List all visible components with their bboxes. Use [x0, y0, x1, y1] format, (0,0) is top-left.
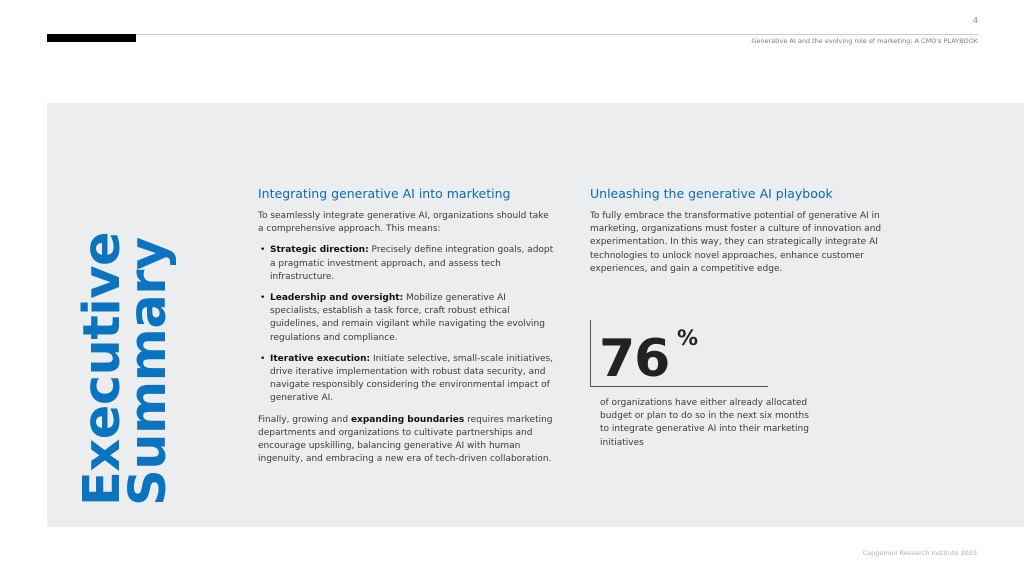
executive-summary-title [73, 231, 178, 506]
title-line-1: Executive [73, 231, 132, 506]
list-item-bold: Leadership and oversight: [270, 293, 404, 304]
running-title: Generative AI and the evolving role of marketing: A CMO's PLAYBOOK [751, 37, 978, 45]
left-closing [258, 414, 554, 467]
stat-unit: % [677, 326, 699, 350]
left-column [258, 186, 554, 466]
right-body: To fully embrace the transformative potential of generative AI in marketing, organizations must foster a culture of innovation and experimentation. In this way, they can strategically integrate AI technologies to unlock novel approaches, enhance customer experiences, and gain a competitive edge. [590, 211, 882, 274]
approach-list [258, 244, 554, 405]
bullet-icon: • [260, 245, 266, 256]
title-line-2: Summary [119, 237, 178, 506]
header-rule [47, 34, 978, 35]
bullet-icon: • [260, 293, 266, 304]
left-intro: To seamlessly integrate generative AI, organizations should take a comprehensive approach. This means: [258, 211, 549, 235]
list-item-bold: Strategic direction: [270, 245, 369, 256]
list-item [258, 292, 554, 345]
list-item [258, 353, 554, 406]
list-item-text: Initiate selective, small-scale initiatives, drive iterative implementation with robust data security, and navigate responsibly considering the environmental impact of generative AI. [270, 353, 554, 404]
closing-before: Finally, growing and [258, 414, 351, 425]
page-number: 4 [972, 16, 978, 25]
stat-vertical-rule [590, 320, 591, 386]
list-item-text: Mobilize generative AI specialists, establish a task force, craft robust ethical guidelines, and remain vigilant while navigating the evolving regulations and compliance. [270, 293, 545, 343]
list-item [258, 244, 554, 284]
stat-callout [590, 320, 770, 389]
bullet-icon: • [260, 353, 266, 364]
header-accent-bar [47, 34, 136, 42]
closing-bold: expanding boundaries [350, 414, 465, 425]
list-item-bold: Iterative execution: [270, 353, 371, 364]
stat-caption: of organizations have either already allocated budget or plan to do so in the next six months to integrate generative AI into their marketing initiatives [600, 398, 809, 448]
right-heading: Unleashing the generative AI playbook [590, 186, 833, 201]
right-column [590, 186, 884, 276]
left-heading: Integrating generative AI into marketing [258, 186, 511, 201]
closing-after: requires marketing departments and organizations to cultivate partnerships and encourage upskilling, balancing generative AI with human ingenuity, and embracing a new era of tech-driven collaboration. [258, 414, 553, 465]
list-item-text: Precisely define integration goals, adopt a pragmatic investment approach, and assess tech infrastructure. [270, 245, 554, 282]
footer-credit: Capgemini Research Institute 2023 [862, 549, 977, 557]
stat-number: 76 [599, 329, 670, 389]
